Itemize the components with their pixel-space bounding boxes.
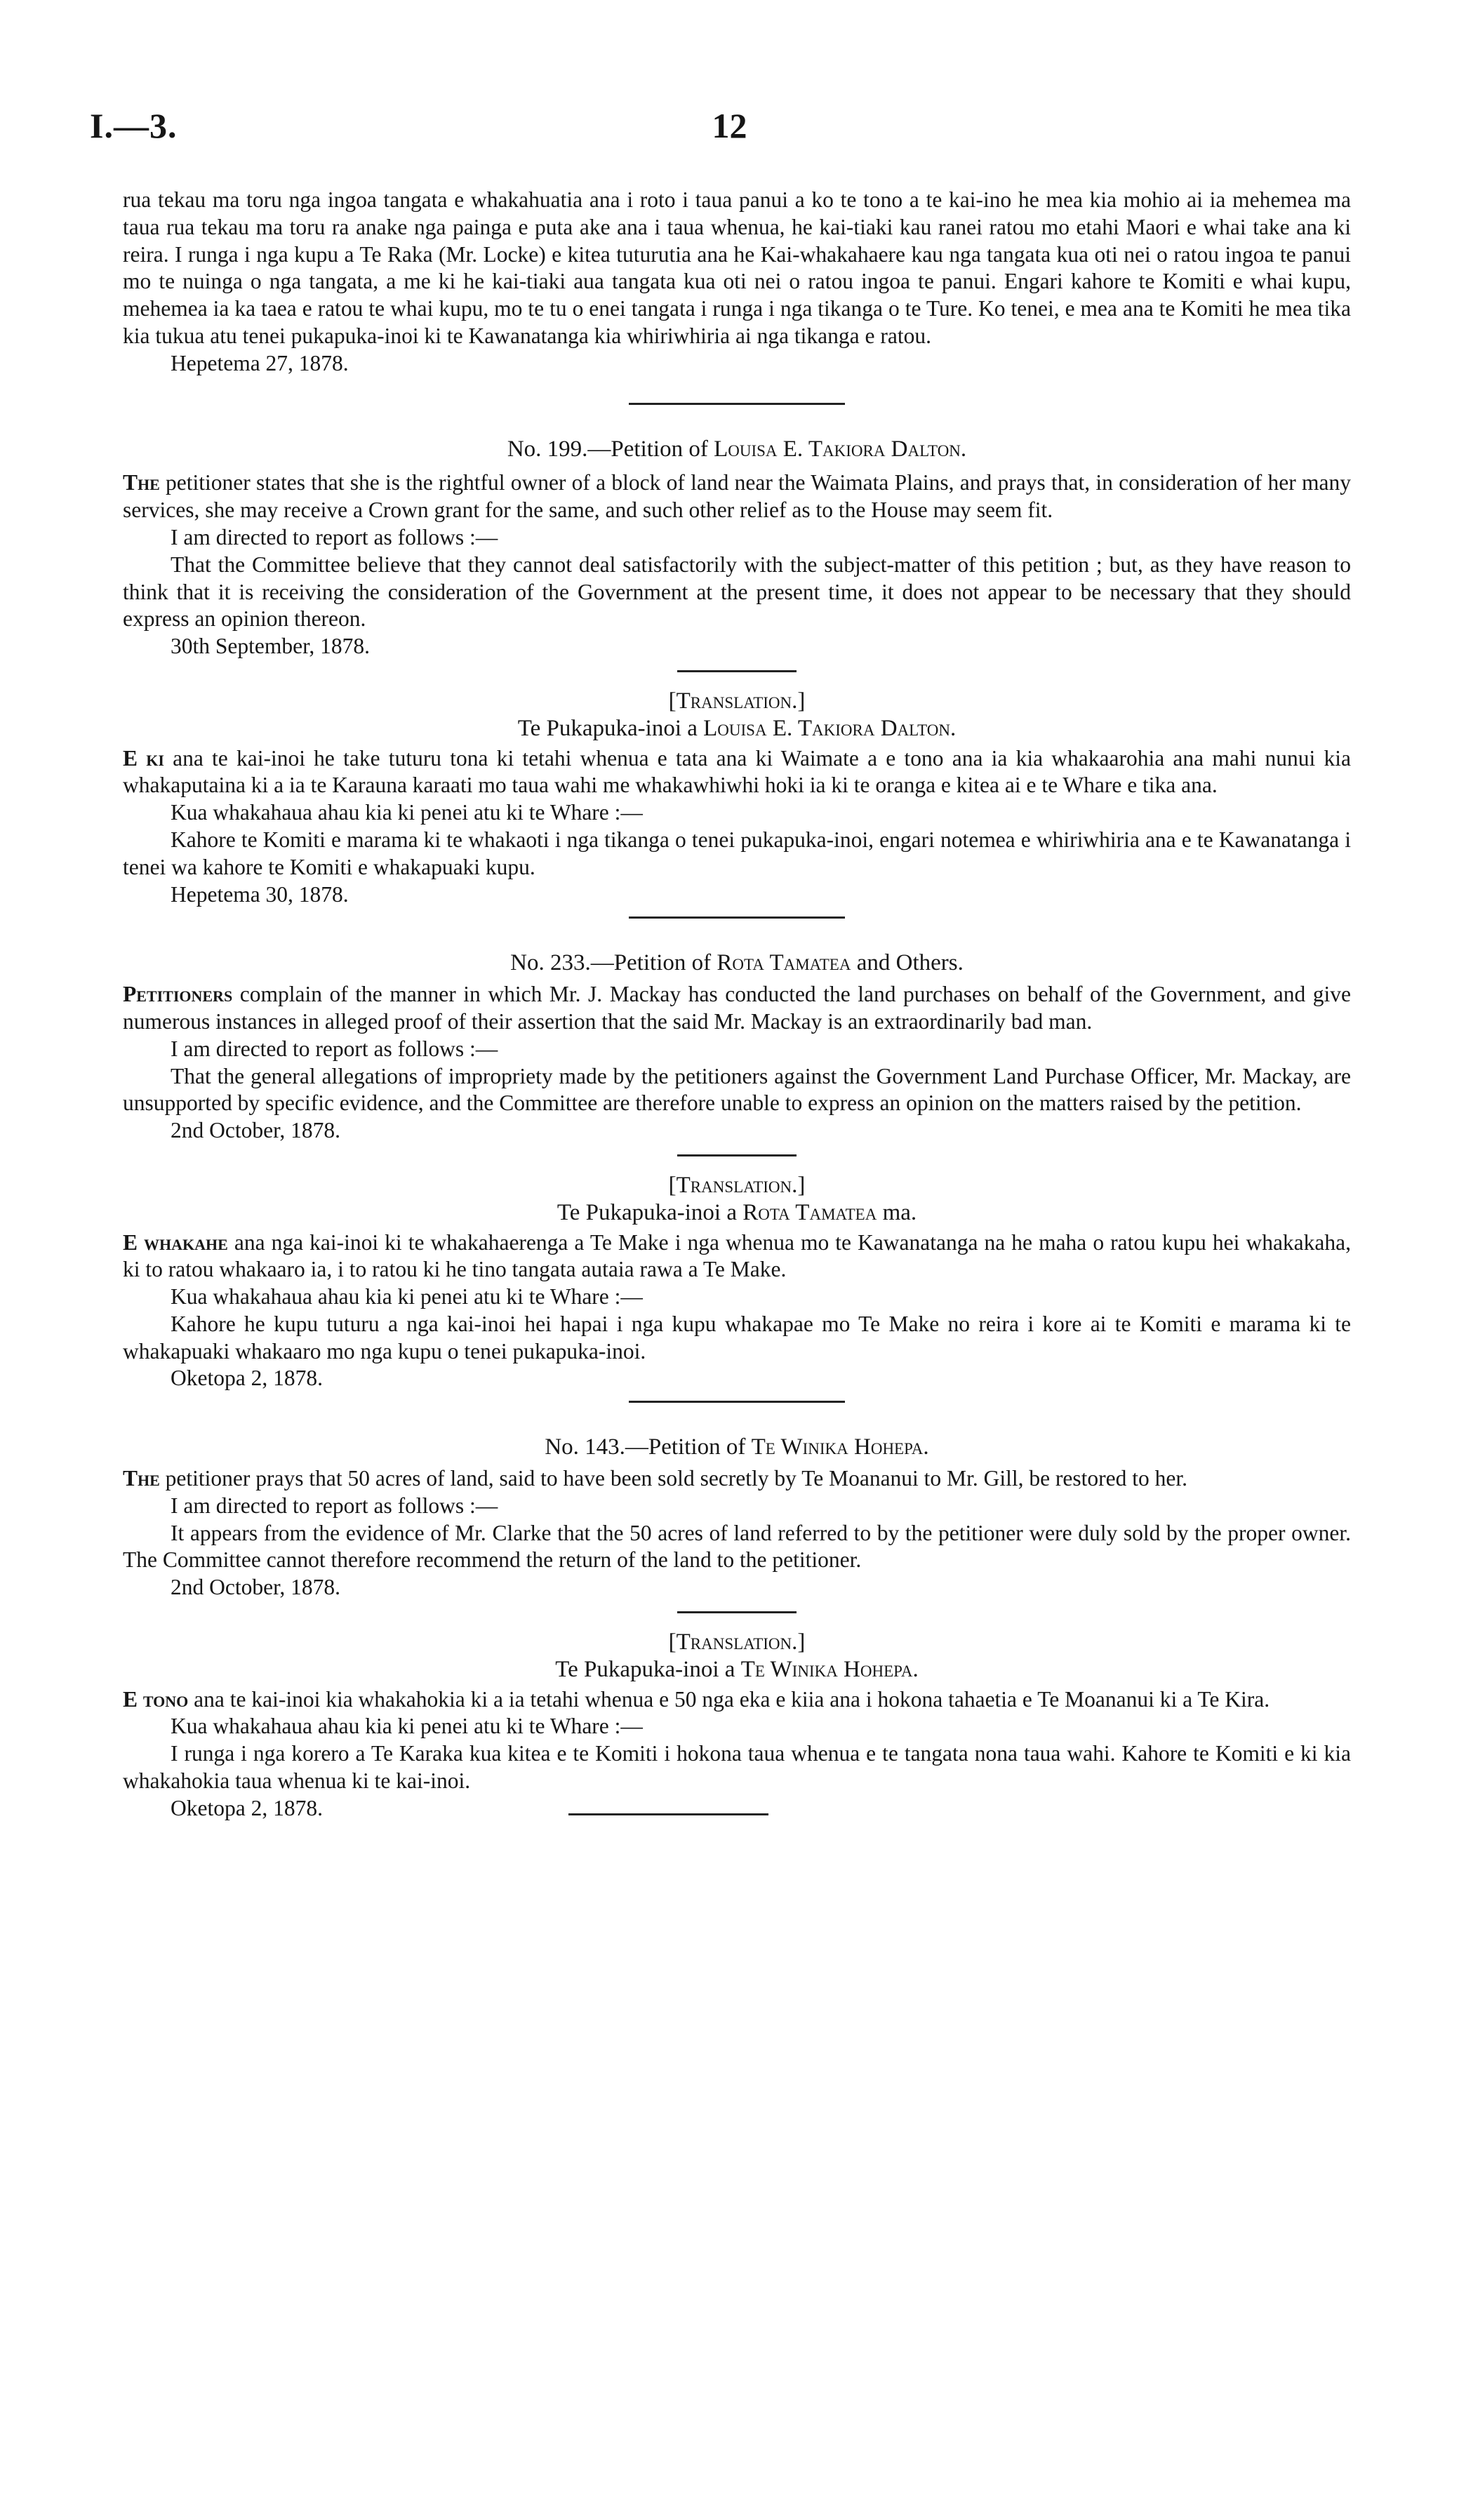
lead-word: E tono: [123, 1686, 189, 1712]
summary-text: petitioner states that she is the rightful owner of a block of land near the Waimata Plains, and prays that, in consideration of her many services, she may receive a Crown grant for the same, and such other relief as to the House may seem fit.: [123, 470, 1351, 523]
petition-summary: [123, 1465, 1351, 1493]
translation-block: [123, 1629, 1351, 1822]
petitioner-name: Louisa E. Takiora Dalton.: [703, 715, 957, 741]
page-header: [0, 105, 1459, 154]
translation-title-prefix: Te Pukapuka-inoi a: [555, 1656, 741, 1682]
petition-233: [123, 949, 1351, 1403]
summary-text: complain of the manner in which Mr. J. Mackay has conducted the land purchases on behalf of the Government, and give numerous instances in alleged proof of their assertion that the said Mr. Mackay is an extraordinarily bad man.: [123, 982, 1351, 1034]
translation-label: [Translation.]: [668, 1172, 806, 1198]
translation-divider: [677, 670, 797, 672]
section-divider: [629, 916, 845, 919]
directed-line: I am directed to report as follows :—: [171, 1493, 498, 1518]
petitioner-name: Te Winika Hohepa.: [751, 1434, 929, 1460]
translation-summary: [123, 745, 1351, 800]
petitioner-name: Te Winika Hohepa.: [740, 1656, 919, 1682]
translation-summary: [123, 1229, 1351, 1284]
directed-line: Kua whakahaua ahau kia ki penei atu ki te Whare :—: [171, 1714, 643, 1739]
section-divider: [629, 403, 845, 405]
committee-report: Kahore he kupu tuturu a nga kai-inoi hei hapai i nga kupu whakapae mo Te Make no reira i kore ai te Komiti e marama ki te whakapuaki whakaaro mo nga kupu o tenei pukapuka-inoi.: [123, 1311, 1351, 1364]
intro-date: Hepetema 27, 1878.: [171, 350, 349, 375]
petition-title-prefix: No. 233.—Petition of: [510, 950, 717, 976]
translation-summary: [123, 1686, 1351, 1714]
petition-summary: [123, 981, 1351, 1036]
petition-title: [123, 1434, 1351, 1461]
petitioner-name: Louisa E. Takiora Dalton.: [714, 436, 967, 462]
committee-report: It appears from the evidence of Mr. Clarke that the 50 acres of land referred to by the petitioner were duly sold by the proper owner. The Committee cannot therefore recommend the return of the land to the petitioner.: [123, 1520, 1351, 1573]
petition-title-prefix: No. 199.—Petition of: [507, 436, 714, 462]
translation-label: [Translation.]: [668, 1629, 806, 1655]
summary-text: ana nga kai-inoi ki te whakahaerenga a Te Make i nga whenua mo te Kawanatanga na he maha o ratou kupu hei whakakaha, ki to ratou whakaaro ia, i to ratou ki he tino tangata autaia rawa a Te Make.: [123, 1229, 1352, 1282]
committee-report: That the general allegations of impropriety made by the petitioners against the Government Land Purchase Officer, Mr. Mackay, are unsupported by specific evidence, and the Committee are therefore unable to express an opinion on the matters raised by the petition.: [123, 1063, 1351, 1116]
translation-title-prefix: Te Pukapuka-inoi a: [517, 715, 704, 741]
translation-divider: [677, 1154, 797, 1156]
translation-divider: [677, 1611, 797, 1613]
report-date: 2nd October, 1878.: [171, 1575, 340, 1600]
lead-word: E ki: [123, 745, 164, 771]
translation-title-prefix: Te Pukapuka-inoi a: [557, 1199, 743, 1225]
report-date: 2nd October, 1878.: [171, 1118, 340, 1143]
summary-text: ana te kai-inoi kia whakahokia ki a ia tetahi whenua e 50 nga eka e kiia ana i hokona tahaetia e Te Moananui ki a Te Kira.: [188, 1686, 1270, 1712]
section-divider: [629, 1401, 845, 1403]
petition-199: [123, 436, 1351, 919]
petition-143: [123, 1434, 1351, 1822]
lead-word: The: [123, 1466, 160, 1491]
lead-word: The: [123, 470, 160, 495]
report-date: 30th September, 1878.: [171, 634, 370, 659]
translation-title: [123, 1199, 1351, 1227]
translation-label: [Translation.]: [668, 688, 806, 714]
translation-title: [123, 1656, 1351, 1684]
closing-rule: [568, 1813, 768, 1815]
directed-line: Kua whakahaua ahau kia ki penei atu ki te Whare :—: [171, 800, 643, 825]
report-date: Oketopa 2, 1878.: [171, 1366, 323, 1391]
petition-title-prefix: No. 143.—Petition of: [545, 1434, 752, 1460]
translation-block: [123, 688, 1351, 908]
petition-summary: [123, 469, 1351, 524]
intro-paragraph: rua tekau ma toru nga ingoa tangata e whakahuatia ana i roto i taua panui a ko te tono a te kai-ino he mea kia mohio ai ia mehemea ma taua rua tekau ma toru ra anake nga painga e puta ake ana i taua whenua, he kai-tiaki kau ranei ratou mo etahi Maori e whai take ana ki reira. I runga i nga kupu a Te Raka (Mr. Locke) e kitea tuturutia ana he Kai-whakahaere kau nga tangata kua oti nei o ratou ingoa te panui mo te nuinga o nga tangata, a me ki he kai-tiaki aua tangata kua oti nei o ratou ingoa te panui. Engari kahore te Komiti e whai kupu, mehemea ia ka taea e ratou te whai kupu, mo te tu o enei tangata i runga i nga tikanga o te Ture. Ko tenei, e mea ana te Komiti he mea tika kia tukua atu tenei pukapuka-inoi ki te Kawanatanga kia whiriwhiria ai nga tikanga e ratou.: [123, 187, 1351, 348]
summary-text: ana te kai-inoi he take tuturu tona ki tetahi whenua e tata ana ki Waimate a e tono ana ia kia whakaarohia ana mahi nunui kia whakaputaina ki a ia te Karauna karaati mo taua wahi me whakawhiwhi hoki ia ki te oranga e kitea ai e te Whare e tika ana.: [123, 745, 1351, 798]
translation-title: [123, 715, 1351, 742]
petition-title-suffix: and Others.: [851, 950, 964, 976]
committee-report: That the Committee believe that they cannot deal satisfactorily with the subject-matter of this petition ; but, as they have reason to think that it is receiving the consideration of the Government at the present time, it does not appear to be necessary that they should express an opinion thereon.: [123, 552, 1351, 632]
page-reference: I.—3.: [90, 106, 178, 145]
directed-line: Kua whakahaua ahau kia ki penei atu ki te Whare :—: [171, 1284, 643, 1309]
petition-title: [123, 949, 1351, 977]
directed-line: I am directed to report as follows :—: [171, 524, 498, 549]
final-date-row: [123, 1795, 1351, 1822]
committee-report: Kahore te Komiti e marama ki te whakaoti i nga tikanga o tenei pukapuka-inoi, engari notemea e whiriwhiria ana e te Kawanatanga i tenei wa kahore te Komiti e whakapuaki kupu.: [123, 827, 1351, 879]
petitioner-name: Rota Tamatea: [717, 950, 851, 976]
summary-text: petitioner prays that 50 acres of land, said to have been sold secretly by Te Moananui to Mr. Gill, be restored to her.: [159, 1466, 1187, 1491]
lead-word: E whakahe: [123, 1229, 228, 1255]
report-date: Oketopa 2, 1878.: [171, 1795, 323, 1820]
document-body: [123, 187, 1351, 1822]
committee-report: I runga i nga korero a Te Karaka kua kitea e te Komiti i hokona taua whenua e te tangata nona taua wahi. Kahore te Komiti e ki kia whakahokia taua whenua ki te kai-inoi.: [123, 1741, 1351, 1794]
lead-word: Petitioners: [123, 982, 233, 1007]
directed-line: I am directed to report as follows :—: [171, 1036, 498, 1061]
report-date: Hepetema 30, 1878.: [171, 881, 349, 907]
translation-block: [123, 1172, 1351, 1392]
page-number: 12: [712, 106, 747, 145]
translation-title-suffix: ma.: [877, 1199, 917, 1225]
petitioner-name: Rota Tamatea: [742, 1199, 877, 1225]
petition-title: [123, 436, 1351, 463]
